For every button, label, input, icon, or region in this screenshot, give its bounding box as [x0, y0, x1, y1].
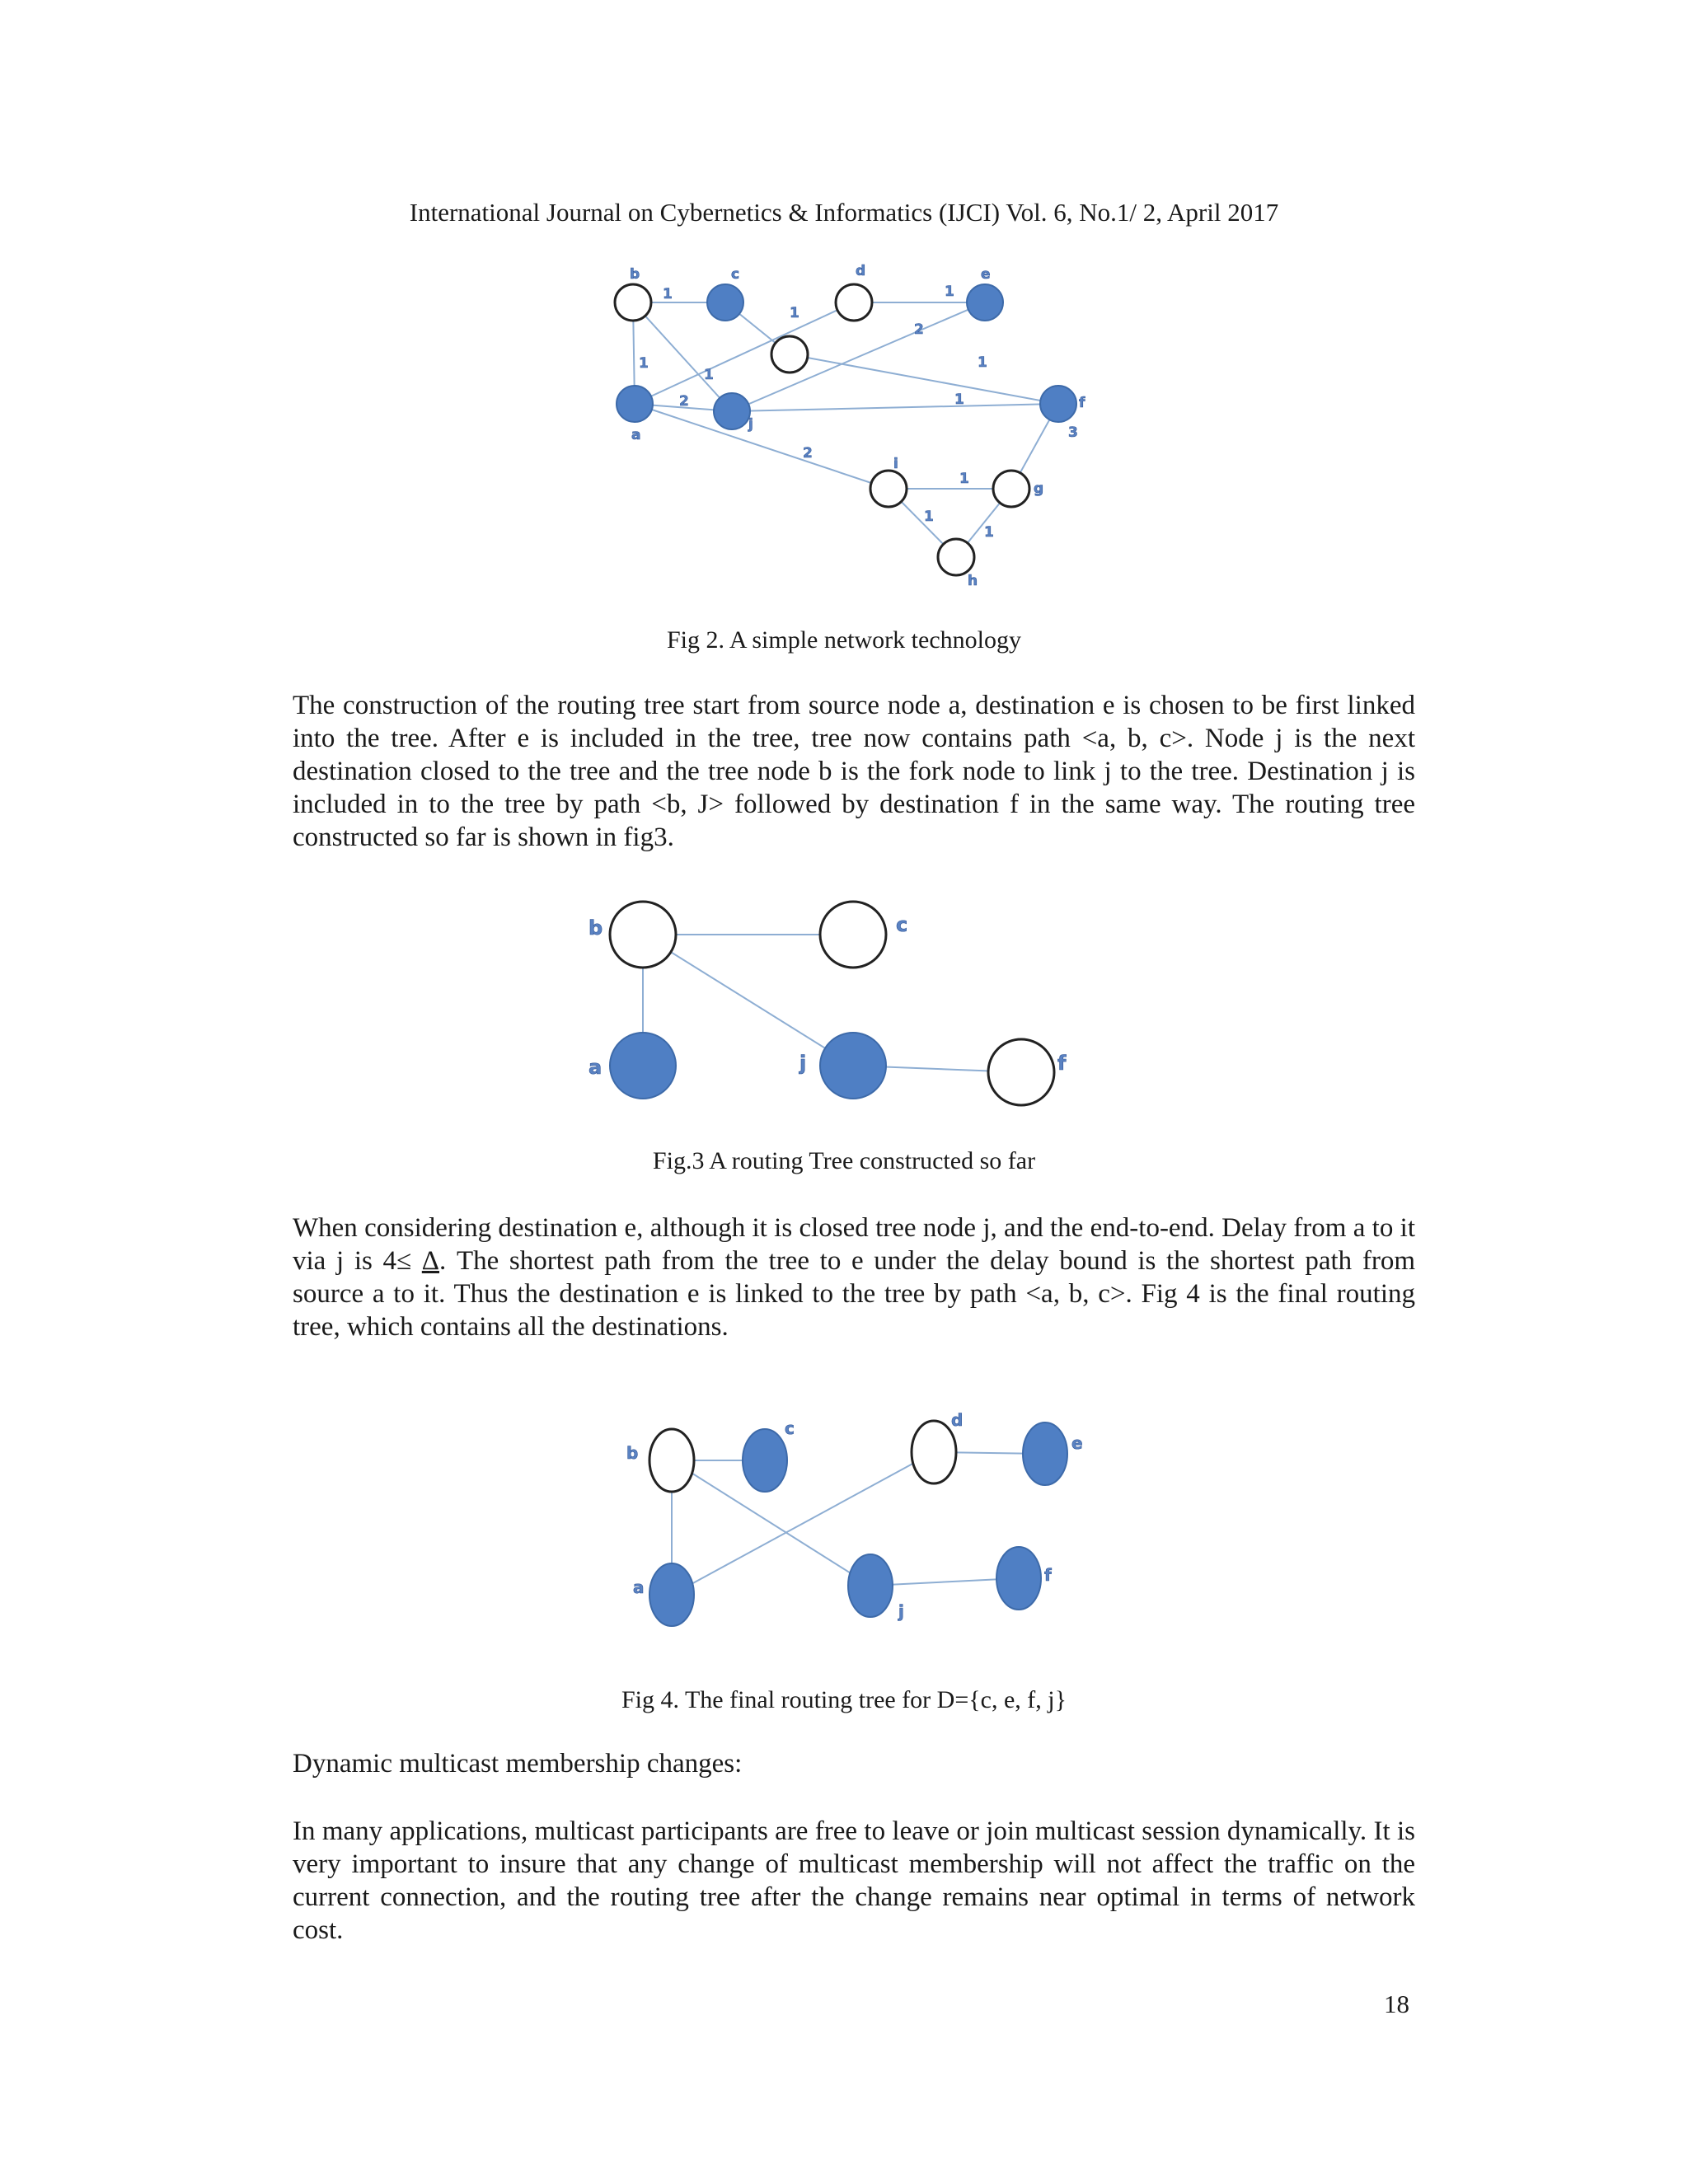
node-label-j: j [898, 1601, 904, 1621]
section-heading: Dynamic multicast membership changes: [293, 1749, 743, 1779]
edge-weight: 2 [914, 321, 924, 338]
node-i [870, 471, 907, 507]
node-c [743, 1429, 787, 1492]
edge-a-d [672, 1452, 934, 1595]
node-d [836, 284, 872, 321]
fig3-routing-tree [577, 890, 1088, 1121]
paragraph-3: In many applications, multicast participants are free to leave or join multicast session dynamically. It is very important to insure that any change of multicast membership will not affect the traffic on the current connection, and the routing tree after the change remains near optimal in terms of network cost. [293, 1816, 1415, 1945]
journal-header: International Journal on Cybernetics & Informatics (IJCI) Vol. 6, No.1/ 2, April 2017 [409, 198, 1279, 227]
node-h [938, 539, 974, 575]
node-j [820, 1033, 886, 1099]
node-label-c: c [896, 913, 908, 936]
edge-weight: 2 [679, 393, 689, 410]
node-label-c: c [731, 266, 740, 283]
fig2-network-diagram [577, 255, 1104, 589]
edge-weight: 1 [945, 284, 954, 300]
node-label-j: j [748, 416, 753, 433]
fig2-caption: Fig 2. A simple network technology [667, 626, 1021, 654]
node-j [714, 393, 750, 429]
node-label-g: g [1034, 480, 1044, 497]
edge-weight: 1 [959, 471, 969, 487]
node-label-j: j [799, 1052, 807, 1075]
node-label-d: d [856, 263, 866, 279]
page-number: 18 [1384, 1990, 1409, 2018]
paragraph-1: The construction of the routing tree start from source node a, destination e is chosen to be first linked into the tree. After e is included in the tree, tree now contains path <a, b, c>. Node j is the next destination closed to the tree and the tree node b is the fork node to link j to the tree. Destination j is included in to the tree by path <b, J> followed by destination f in the same way. The routing tree constructed so far is shown in fig3. [293, 691, 1415, 852]
less-or-equal-symbol: ≤ [396, 1246, 412, 1276]
node-f [988, 1039, 1054, 1105]
edge-weight: 1 [984, 524, 994, 541]
node-label-a: a [633, 1577, 645, 1597]
edge-weight: 1 [954, 391, 964, 408]
node-d [912, 1421, 956, 1483]
node-label-f-weight: 3 [1068, 424, 1078, 441]
node-label-f: f [1044, 1565, 1052, 1585]
fig3-caption: Fig.3 A routing Tree constructed so far [652, 1147, 1036, 1174]
paragraph-2-text-a: When considering destination e, although it is closed tree node j, and the end-to-end. Delay from a to it via j is 4 [293, 1213, 1415, 1276]
paragraph-2 [293, 1212, 1415, 1343]
delta-symbol: Δ [421, 1246, 440, 1276]
node-e [1023, 1422, 1067, 1485]
node-label-f: f [1057, 1052, 1067, 1075]
node-label-d: d [951, 1410, 964, 1430]
node-label-b: b [588, 916, 603, 940]
node-c [820, 902, 886, 968]
fig4-final-routing-tree [610, 1401, 1104, 1648]
edge-weight: 1 [639, 355, 649, 372]
node-label-a: a [588, 1056, 603, 1079]
edge-weight: 2 [803, 445, 813, 462]
node-b [610, 902, 676, 968]
node-unlabeled [771, 336, 808, 373]
node-label-f: f [1079, 395, 1085, 411]
node-f [1040, 386, 1076, 422]
node-e [967, 284, 1003, 321]
fig4-caption: Fig 4. The final routing tree for D={c, e, f, j} [621, 1686, 1067, 1713]
node-b [649, 1429, 694, 1492]
edge-weight: 1 [704, 367, 714, 383]
node-label-h: h [968, 573, 978, 589]
node-a [610, 1033, 676, 1099]
node-label-b: b [630, 266, 640, 283]
node-g [993, 471, 1029, 507]
node-a [617, 386, 653, 422]
edge-j-f [732, 404, 1058, 411]
edge-weight: 1 [978, 354, 987, 371]
edge-weight: 1 [663, 286, 673, 302]
node-label-c: c [785, 1418, 795, 1438]
node-label-e: e [1071, 1433, 1083, 1453]
node-a [649, 1563, 694, 1626]
node-label-i: i [893, 456, 898, 472]
paragraph-2-text-b: . The shortest path from the tree to e under the delay bound is the shortest path from source a to it. Thus the destination e is linked to the tree by path <a, b, c>. Fig 4 is the final routing tree, which contains all the destinations. [293, 1246, 1415, 1342]
edge-b-j [643, 935, 853, 1066]
node-f [996, 1547, 1041, 1610]
node-b [615, 284, 651, 321]
edge-weight: 1 [924, 509, 934, 525]
node-c [707, 284, 743, 321]
node-label-a: a [631, 427, 641, 443]
edge-a-i [635, 404, 889, 489]
node-j [848, 1554, 893, 1617]
edge-weight: 1 [790, 305, 799, 321]
edge-x-f [790, 354, 1058, 404]
node-label-e: e [981, 266, 991, 283]
node-label-b: b [626, 1443, 639, 1463]
